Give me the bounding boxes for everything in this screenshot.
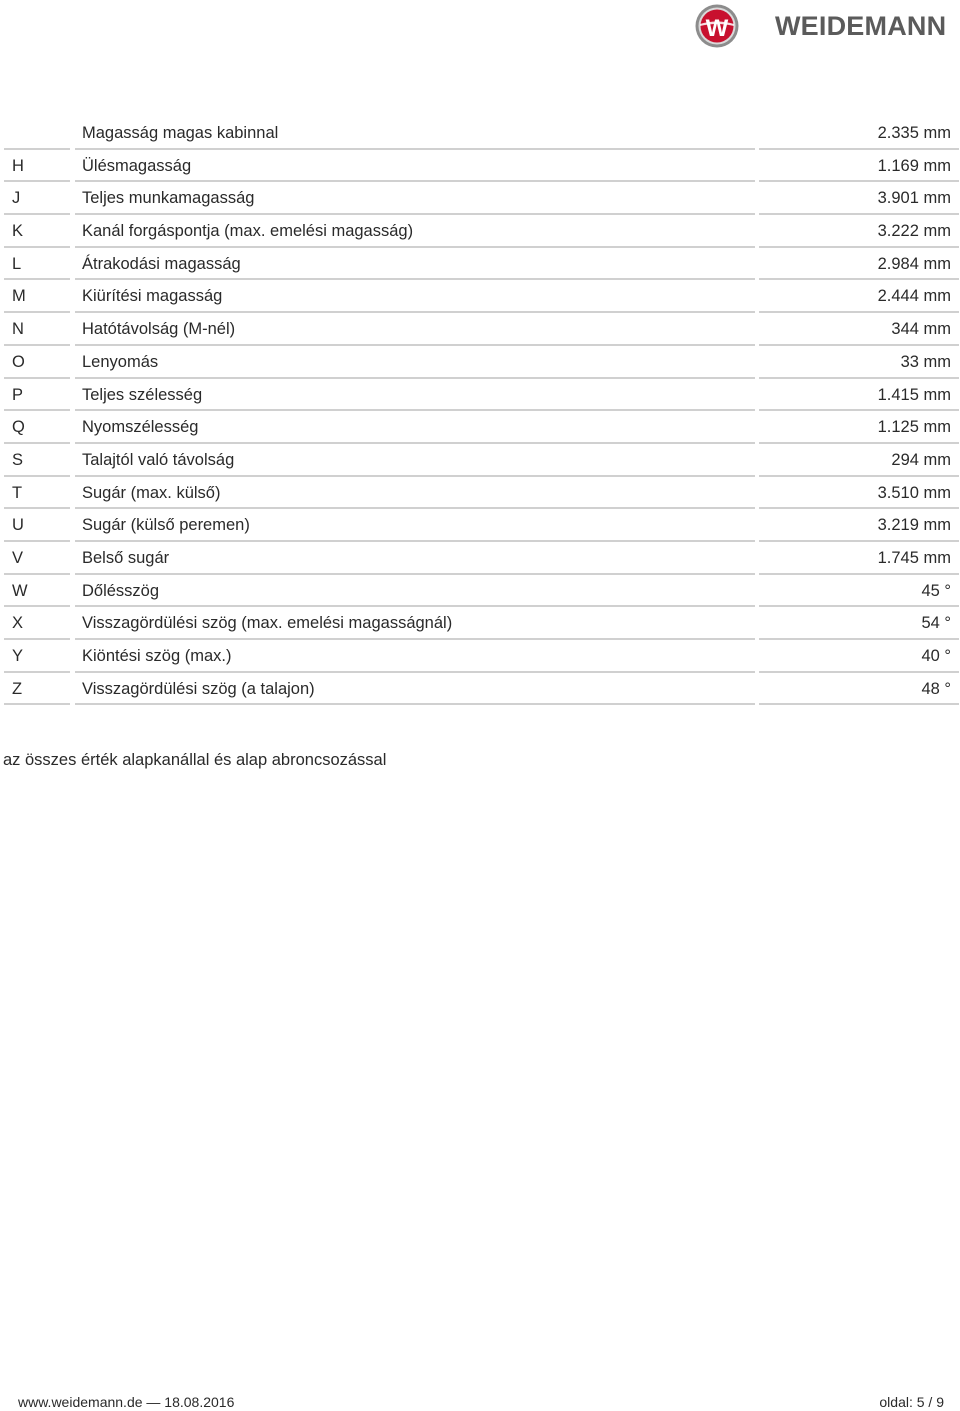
spec-value: 344 mm xyxy=(759,313,959,346)
spec-code: J xyxy=(4,182,70,215)
spec-code: V xyxy=(4,542,70,575)
spec-value: 2.984 mm xyxy=(759,248,959,281)
spec-label: Magasság magas kabinnal xyxy=(75,117,755,150)
spec-value: 40 ° xyxy=(759,640,959,673)
spec-code: W xyxy=(4,575,70,608)
spec-label: Ülésmagasság xyxy=(75,150,755,183)
spec-code: O xyxy=(4,346,70,379)
table-row xyxy=(4,313,959,346)
spec-code: M xyxy=(4,280,70,313)
table-row xyxy=(4,509,959,542)
spec-code: Q xyxy=(4,411,70,444)
table-row xyxy=(4,346,959,379)
spec-label: Teljes szélesség xyxy=(75,379,755,412)
spec-value: 3.222 mm xyxy=(759,215,959,248)
table-row xyxy=(4,117,959,150)
logo-letter: W xyxy=(705,15,729,42)
table-row xyxy=(4,379,959,412)
spec-label: Lenyomás xyxy=(75,346,755,379)
spec-label: Visszagördülési szög (max. emelési magasságnál) xyxy=(75,607,755,640)
spec-code: S xyxy=(4,444,70,477)
spec-code: T xyxy=(4,477,70,510)
spec-value: 294 mm xyxy=(759,444,959,477)
spec-value: 2.335 mm xyxy=(759,117,959,150)
table-row xyxy=(4,575,959,608)
spec-code: K xyxy=(4,215,70,248)
spec-value: 1.745 mm xyxy=(759,542,959,575)
table-row xyxy=(4,248,959,281)
spec-value: 3.510 mm xyxy=(759,477,959,510)
spec-value: 45 ° xyxy=(759,575,959,608)
spec-code xyxy=(4,117,70,150)
table-row xyxy=(4,411,959,444)
table-row xyxy=(4,640,959,673)
table-row xyxy=(4,444,959,477)
spec-label: Sugár (max. külső) xyxy=(75,477,755,510)
spec-label: Visszagördülési szög (a talajon) xyxy=(75,673,755,706)
spec-value: 1.169 mm xyxy=(759,150,959,183)
spec-label: Belső sugár xyxy=(75,542,755,575)
footnote: az összes érték alapkanállal és alap abroncsozással xyxy=(3,751,387,769)
spec-code: X xyxy=(4,607,70,640)
spec-value: 48 ° xyxy=(759,673,959,706)
spec-value: 3.901 mm xyxy=(759,182,959,215)
spec-code: U xyxy=(4,509,70,542)
table-row xyxy=(4,215,959,248)
brand-name: WEIDEMANN xyxy=(775,11,947,41)
spec-label: Sugár (külső peremen) xyxy=(75,509,755,542)
spec-label: Hatótávolság (M-nél) xyxy=(75,313,755,346)
spec-code: Z xyxy=(4,673,70,706)
weidemann-emblem-icon xyxy=(694,3,742,49)
spec-label: Kiöntési szög (max.) xyxy=(75,640,755,673)
spec-code: Y xyxy=(4,640,70,673)
spec-table xyxy=(4,117,959,705)
spec-value: 54 ° xyxy=(759,607,959,640)
table-row xyxy=(4,182,959,215)
table-row xyxy=(4,673,959,706)
table-row xyxy=(4,150,959,183)
footer-page-number: oldal: 5 / 9 xyxy=(879,1394,944,1410)
spec-value: 3.219 mm xyxy=(759,509,959,542)
weidemann-logo xyxy=(694,3,956,49)
spec-label: Talajtól való távolság xyxy=(75,444,755,477)
spec-code: N xyxy=(4,313,70,346)
footer-website-date: www.weidemann.de — 18.08.2016 xyxy=(18,1394,235,1410)
spec-label: Nyomszélesség xyxy=(75,411,755,444)
spec-label: Kiürítési magasság xyxy=(75,280,755,313)
spec-label: Teljes munkamagasság xyxy=(75,182,755,215)
spec-label: Kanál forgáspontja (max. emelési magasság) xyxy=(75,215,755,248)
table-row xyxy=(4,607,959,640)
spec-value: 1.415 mm xyxy=(759,379,959,412)
spec-code: L xyxy=(4,248,70,281)
table-row xyxy=(4,280,959,313)
spec-value: 2.444 mm xyxy=(759,280,959,313)
spec-label: Dőlésszög xyxy=(75,575,755,608)
spec-value: 33 mm xyxy=(759,346,959,379)
table-row xyxy=(4,477,959,510)
spec-code: H xyxy=(4,150,70,183)
spec-code: P xyxy=(4,379,70,412)
table-row xyxy=(4,542,959,575)
spec-label: Átrakodási magasság xyxy=(75,248,755,281)
spec-value: 1.125 mm xyxy=(759,411,959,444)
